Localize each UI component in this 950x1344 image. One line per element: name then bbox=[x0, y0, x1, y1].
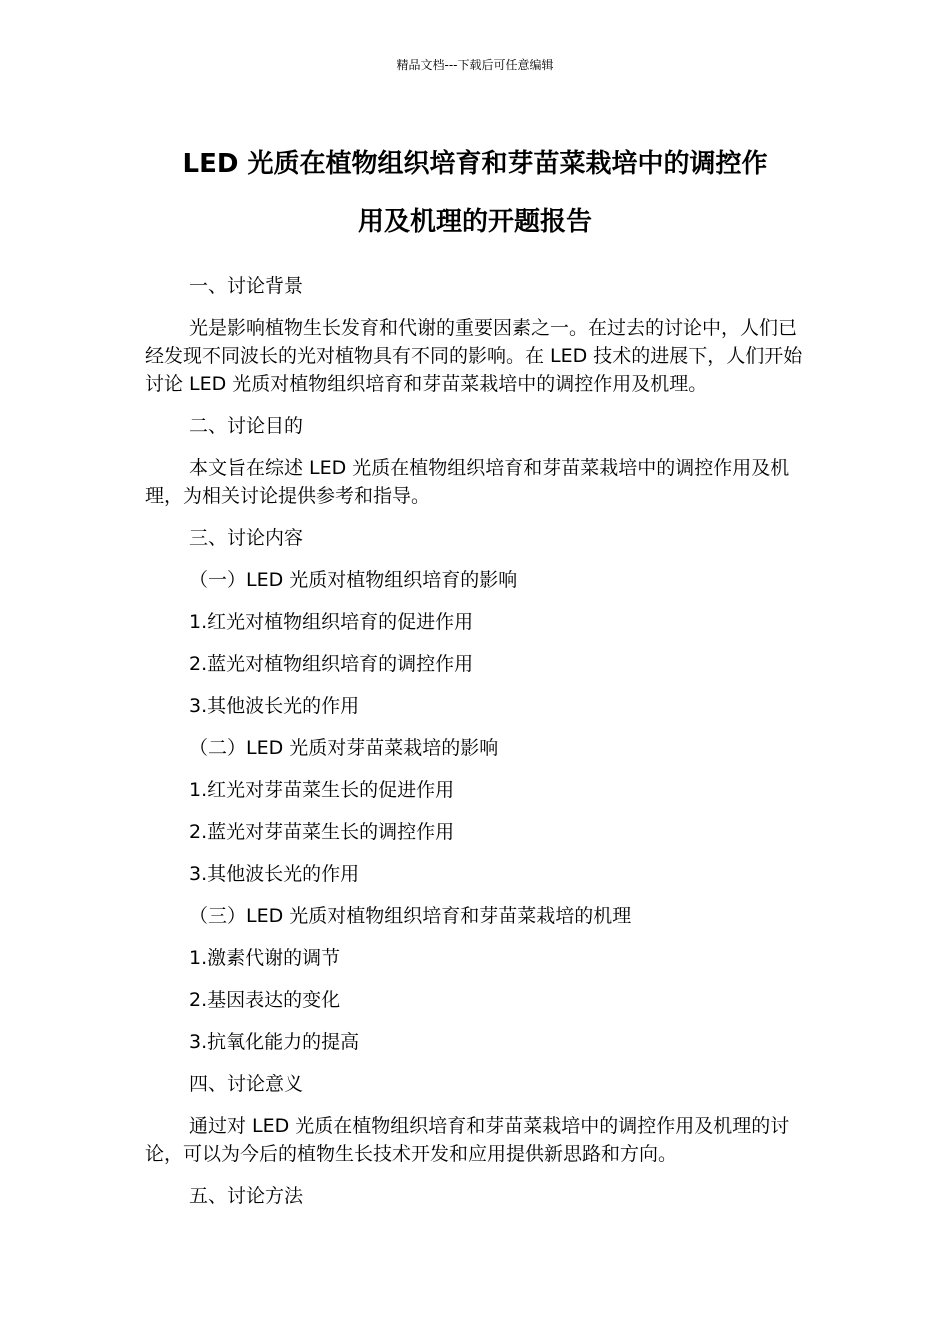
section-heading-content: 三、讨论内容 bbox=[189, 527, 304, 549]
list-item: 1.红光对植物组织培育的促进作用 bbox=[189, 611, 474, 633]
subsection-heading-mechanism: （三）LED 光质对植物组织培育和芽苗菜栽培的机理 bbox=[189, 905, 632, 927]
list-item: 1.红光对芽苗菜生长的促进作用 bbox=[189, 779, 455, 801]
list-item: 2.蓝光对植物组织培育的调控作用 bbox=[189, 653, 474, 675]
section-heading-purpose: 二、讨论目的 bbox=[189, 415, 304, 437]
header-note: 精品文档---下载后可任意编辑 bbox=[396, 58, 554, 72]
title-line-2: 用及机理的开题报告 bbox=[357, 207, 592, 237]
list-item: 3.其他波长光的作用 bbox=[189, 695, 360, 717]
paragraph-significance: 通过对 LED 光质在植物组织培育和芽苗菜栽培中的调控作用及机理的讨论，可以为今后的植物生长技术开发和应用提供新思路和方向。 bbox=[145, 1115, 790, 1165]
paragraph-background: 光是影响植物生长发育和代谢的重要因素之一。在过去的讨论中，人们已经发现不同波长的光对植物具有不同的影响。在 LED 技术的进展下，人们开始讨论 LED 光质对植物组织培育和芽苗菜栽培中的调控作用及机理。 bbox=[145, 317, 803, 395]
list-item: 1.激素代谢的调节 bbox=[189, 947, 341, 969]
section-heading-significance: 四、讨论意义 bbox=[189, 1073, 304, 1095]
subsection-heading-sprouts: （二）LED 光质对芽苗菜栽培的影响 bbox=[189, 737, 499, 759]
document-body bbox=[145, 272, 805, 1224]
list-item: 3.其他波长光的作用 bbox=[189, 863, 360, 885]
section-heading-methods: 五、讨论方法 bbox=[189, 1185, 304, 1207]
title-line-1: LED 光质在植物组织培育和芽苗菜栽培中的调控作 bbox=[182, 149, 768, 179]
subsection-heading-tissue-culture: （一）LED 光质对植物组织培育的影响 bbox=[189, 569, 518, 591]
list-item: 3.抗氧化能力的提高 bbox=[189, 1031, 360, 1053]
list-item: 2.基因表达的变化 bbox=[189, 989, 341, 1011]
section-heading-background: 一、讨论背景 bbox=[189, 275, 304, 297]
document-title bbox=[140, 135, 810, 251]
list-item: 2.蓝光对芽苗菜生长的调控作用 bbox=[189, 821, 455, 843]
paragraph-purpose: 本文旨在综述 LED 光质在植物组织培育和芽苗菜栽培中的调控作用及机理，为相关讨论提供参考和指导。 bbox=[145, 457, 790, 507]
